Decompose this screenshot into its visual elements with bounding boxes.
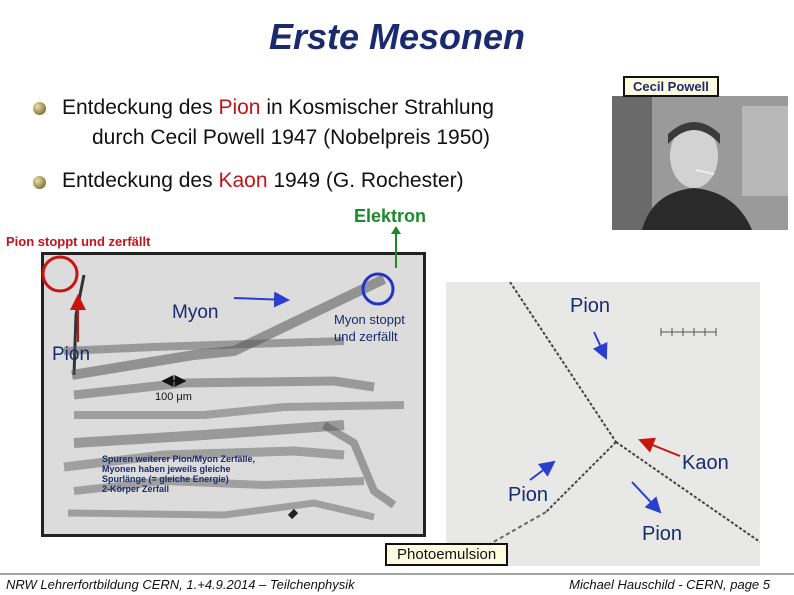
pion-top-arrow (594, 332, 606, 358)
bullet-1-line-2: durch Cecil Powell 1947 (Nobelpreis 1950) (92, 126, 491, 149)
portrait-label: Cecil Powell (623, 76, 719, 97)
pion-bottom-arrow (632, 482, 660, 512)
bullet-2-post: 1949 (G. Rochester) (267, 169, 464, 192)
pion-stop-circle (43, 257, 77, 291)
decay-note-line: 2-Körper Zerfall (102, 484, 170, 494)
myon-stop-label-2: und zerfällt (334, 329, 398, 344)
decay-note-line: Myonen haben jeweils gleiche (102, 464, 231, 474)
pion-stop-label: Pion stoppt und zerfällt (6, 234, 151, 249)
myon-label: Myon (172, 302, 219, 323)
myon-stop-label-1: Myon stoppt (334, 312, 405, 327)
bullet-2-pre: Entdeckung des (62, 169, 219, 192)
footer-right: Michael Hauschild - CERN, page 5 (569, 577, 770, 592)
kaon-arrow (640, 440, 680, 456)
myon-stop-circle (363, 274, 393, 304)
myon-arrow (234, 298, 288, 300)
pion-mid-arrow (530, 462, 554, 480)
pion-left-label: Pion (52, 344, 91, 365)
elektron-arrowhead (391, 226, 401, 234)
bullet-2-highlight: Kaon (218, 169, 268, 192)
bullet-1-pre: Entdeckung des (62, 96, 219, 119)
page-title: Erste Mesonen (268, 16, 526, 57)
bullet-1-highlight: Pion (218, 96, 261, 119)
decay-note (102, 454, 255, 494)
decay-note-line: Spuren weiterer Pion/Myon Zerfälle, (102, 454, 256, 464)
scale-label: 100 μm (155, 391, 192, 403)
pion-top-right-label: Pion (570, 295, 611, 317)
kaon-label: Kaon (682, 452, 729, 474)
decay-note-line: Spurlänge (= gleiche Energie) (102, 474, 229, 484)
bullet-1-post: in Kosmischer Strahlung (260, 96, 494, 119)
footer-left: NRW Lehrerfortbildung CERN, 1.+4.9.2014 – Teilchenphysik (6, 577, 355, 592)
pion-bottom-right-label: Pion (642, 523, 683, 545)
elektron-label: Elektron (354, 206, 427, 226)
pion-mid-right-label: Pion (508, 484, 549, 506)
photoemulsion-label: Photoemulsion (385, 543, 508, 566)
